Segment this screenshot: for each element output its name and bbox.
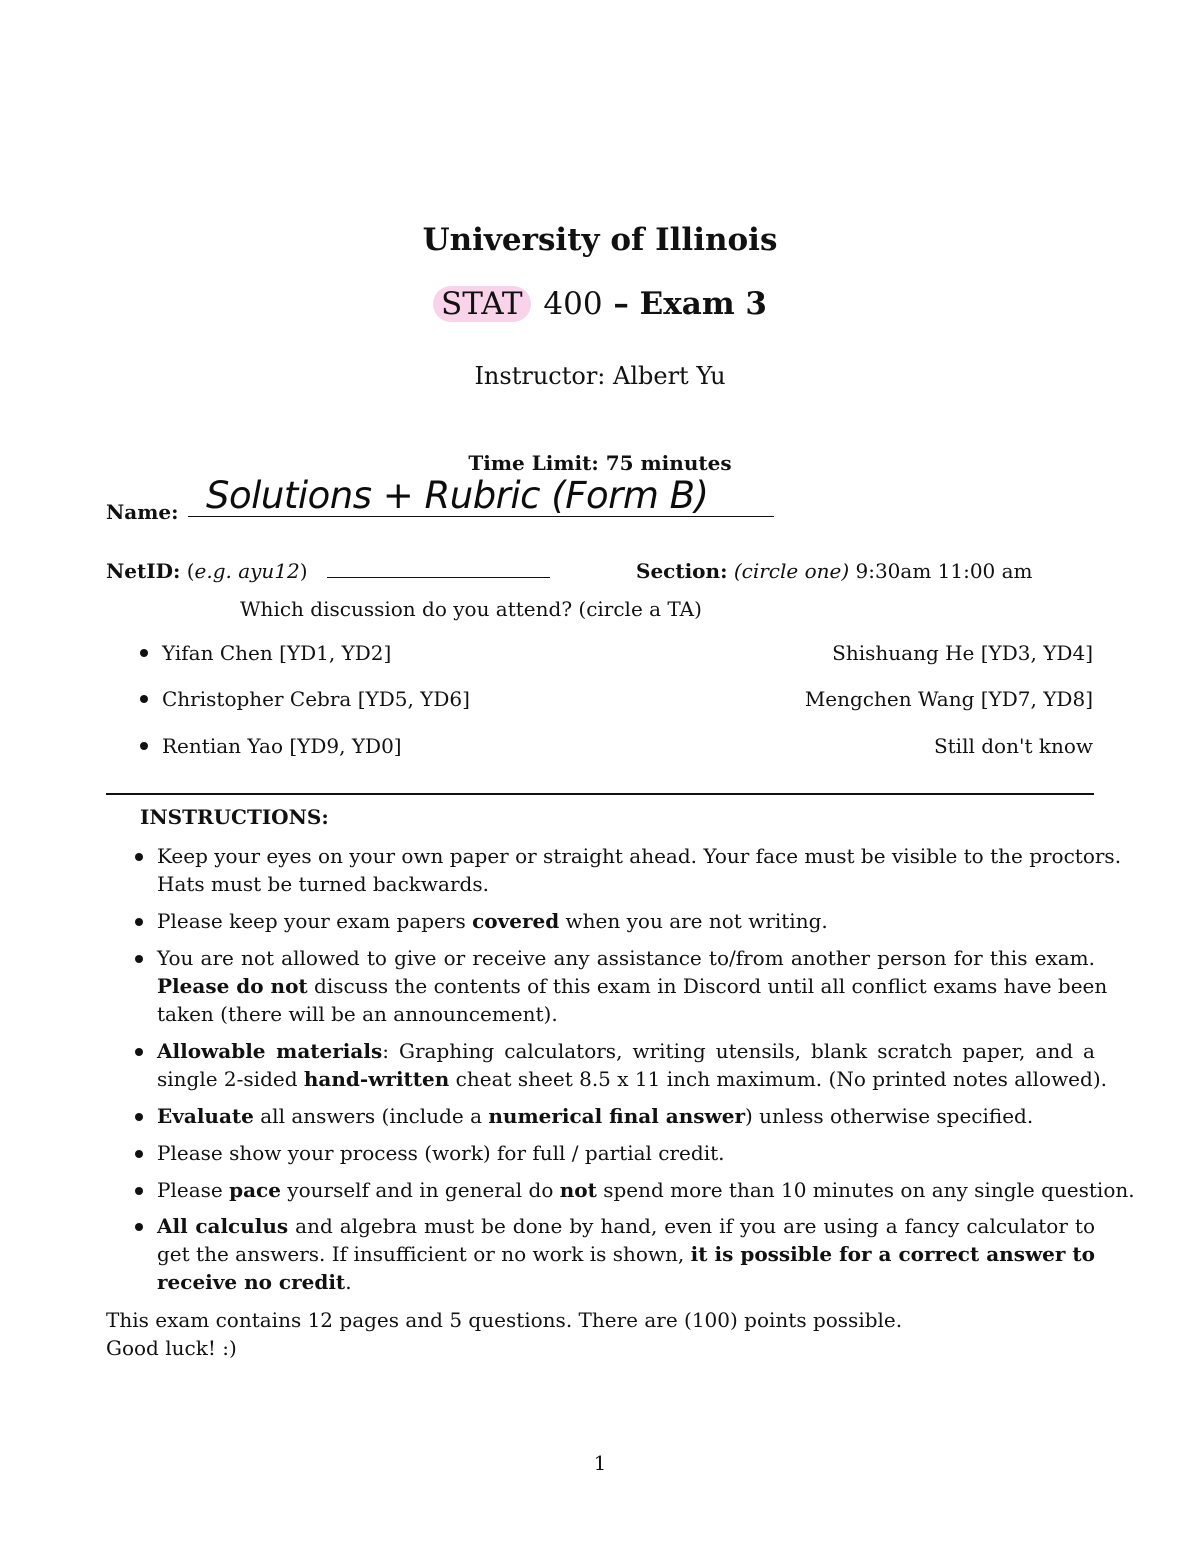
bullet-icon (135, 1150, 143, 1158)
time-limit: Time Limit: 75 minutes (468, 451, 732, 475)
text-bold: Evaluate (157, 1104, 254, 1128)
text: ) unless otherwise specified. (745, 1104, 1034, 1128)
exam-label: – Exam 3 (613, 286, 767, 322)
bullet-icon (135, 918, 143, 926)
bullet-icon (140, 649, 148, 657)
course-number: 400 (543, 286, 603, 322)
text: yourself and in general do (280, 1178, 560, 1202)
instruction-line (157, 1065, 1107, 1093)
course-title (0, 286, 1200, 322)
name-label: Name: (106, 500, 179, 524)
text: . (345, 1270, 352, 1294)
university-title: University of Illinois (422, 222, 778, 258)
instruction-item (157, 907, 1095, 935)
ta-option[interactable]: Mengchen Wang [YD7, YD8] (804, 687, 1093, 711)
course-highlight: STAT (433, 286, 531, 322)
ta-option[interactable]: Still don't know (933, 734, 1093, 758)
instruction-line (157, 1212, 1095, 1240)
bullet-icon (140, 695, 148, 703)
good-luck: Good luck! :) (106, 1336, 237, 1360)
section-label: Section: (636, 559, 728, 583)
ta-name: Yifan Chen [YD1, YD2] (162, 641, 392, 665)
bullet-icon (135, 955, 143, 963)
section-field (636, 559, 1033, 583)
text: spend more than 10 minutes on any single question. (596, 1178, 1135, 1202)
instruction-line (157, 1268, 1095, 1296)
text: Please keep your exam papers (157, 909, 473, 933)
text-bold: numerical final answer (488, 1104, 746, 1128)
text-bold: it is possible for a correct answer to (690, 1242, 1095, 1266)
instruction-line (157, 1240, 1095, 1268)
netid-label (106, 559, 308, 583)
netid-hint: e.g. ayu12 (194, 559, 300, 583)
text-bold: All calculus (157, 1214, 289, 1238)
netid-hint-open: ( (186, 559, 195, 583)
text: single 2-sided (157, 1067, 304, 1091)
text: discuss the contents of this exam in Discord until all conflict exams have been (307, 974, 1108, 998)
discussion-prompt: Which discussion do you attend? (circle a TA) (240, 597, 702, 621)
page-number: 1 (593, 1451, 607, 1475)
instructor-line: Instructor: Albert Yu (474, 362, 726, 390)
instruction-line: Hats must be turned backwards. (157, 872, 489, 896)
instruction-line: Please show your process (work) for full / partial credit. (157, 1141, 725, 1165)
instruction-item (157, 1212, 1095, 1296)
text: Please (157, 1178, 230, 1202)
text: : Graphing calculators, writing utensils, blank scratch paper, and a (382, 1039, 1095, 1063)
bullet-icon (135, 1223, 143, 1231)
text-bold: Please do not (157, 974, 308, 998)
instruction-line: taken (there will be an announcement). (157, 1002, 558, 1026)
section-hint: (circle one) (733, 559, 850, 583)
instruction-line: You are not allowed to give or receive any assistance to/from another person for this exam. (157, 946, 1095, 970)
text-bold: Allowable materials (157, 1039, 383, 1063)
text-bold: not (559, 1178, 597, 1202)
section-options[interactable]: 9:30am 11:00 am (855, 559, 1033, 583)
instruction-line: Keep your eyes on your own paper or straight ahead. Your face must be visible to the proctors. (157, 844, 1122, 868)
text-bold: hand-written (303, 1067, 450, 1091)
instruction-item (157, 944, 1108, 1028)
text: when you are not writing. (559, 909, 828, 933)
netid-label-text: NetID: (106, 559, 181, 583)
netid-hint-close: ) (299, 559, 308, 583)
bullet-icon (135, 1113, 143, 1121)
instructions-title: INSTRUCTIONS: (140, 805, 329, 829)
ta-option[interactable] (140, 641, 391, 665)
handwritten-name: Solutions + Rubric (Form B) (206, 474, 709, 517)
text: cheat sheet 8.5 x 11 inch maximum. (No printed notes allowed). (449, 1067, 1107, 1091)
instruction-item (157, 1102, 1095, 1130)
ta-option[interactable] (140, 734, 402, 758)
instruction-line (157, 972, 1108, 1000)
instruction-item (157, 1176, 1135, 1204)
text: and algebra must be done by hand, even if you are using a fancy calculator to (288, 1214, 1095, 1238)
bullet-icon (135, 1048, 143, 1056)
instruction-item (157, 1139, 1095, 1167)
instruction-item (157, 1037, 1107, 1093)
text-bold: pace (229, 1178, 281, 1202)
bullet-icon (140, 742, 148, 750)
instruction-item (157, 842, 1122, 898)
bullet-icon (135, 1187, 143, 1195)
ta-option[interactable]: Shishuang He [YD3, YD4] (832, 641, 1093, 665)
text: all answers (include a (253, 1104, 489, 1128)
instruction-line (157, 1176, 1135, 1204)
ta-name: Christopher Cebra [YD5, YD6] (162, 687, 470, 711)
divider (106, 793, 1094, 795)
text-bold: receive no credit (157, 1270, 346, 1294)
instruction-line (157, 907, 1095, 935)
bullet-icon (135, 853, 143, 861)
instruction-line (157, 1102, 1095, 1130)
text: get the answers. If insufficient or no work is shown, (157, 1242, 691, 1266)
ta-option[interactable] (140, 687, 470, 711)
ta-name: Rentian Yao [YD9, YD0] (162, 734, 402, 758)
netid-field[interactable] (327, 577, 550, 578)
instruction-line (157, 1037, 1095, 1065)
exam-summary: This exam contains 12 pages and 5 questions. There are (100) points possible. (106, 1308, 903, 1332)
text-bold: covered (472, 909, 560, 933)
